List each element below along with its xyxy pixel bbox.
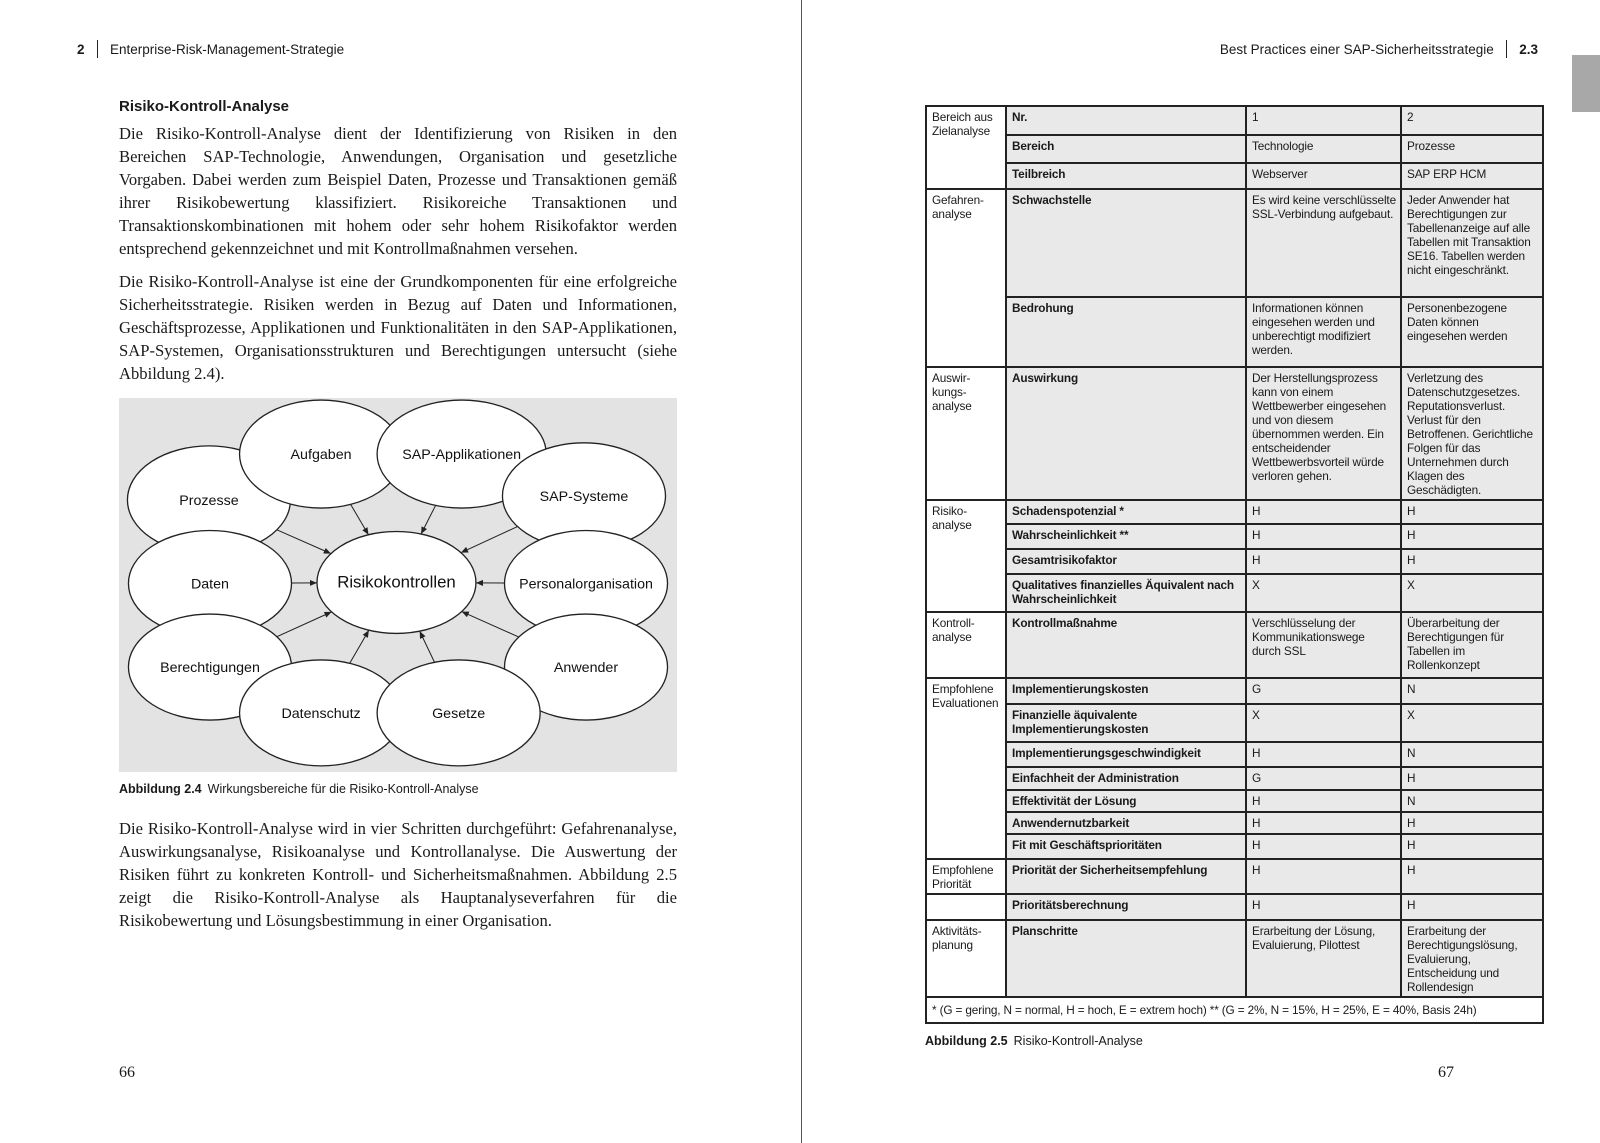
value-col-1: Verschlüsselung der Kommunikationswege durch SSL xyxy=(1246,612,1401,678)
value-col-1: H xyxy=(1246,790,1401,812)
table-row xyxy=(926,612,1543,678)
paragraph: Die Risiko-Kontroll-Analyse wird in vier Schritten durchgeführt: Gefahrenanalyse, Auswirkungsanalyse, Risikoanalyse und Kontrollanalyse. Die Auswertung der Risiken führt zu konkreten Kontroll- und Sicherheitsmaßnahmen. Abbildung 2.5 zeigt die Risiko-Kontroll-Analyse als Hauptanalyseverfahren für die Risikobewertung und Lösungsbestimmung in einer Organisation. xyxy=(119,818,677,930)
value-col-1: Webserver xyxy=(1246,163,1401,189)
value-col-2: N xyxy=(1401,742,1543,767)
table-row xyxy=(926,367,1543,500)
arrow-to-center xyxy=(461,526,518,552)
value-col-2: Verletzung des Datenschutzgesetzes. Reputationsverlust. Verlust für den Betroffenen. Gerichtliche Folgen für das Unternehmen durch Klagen des Geschädigten. xyxy=(1401,367,1543,500)
value-col-1: X xyxy=(1246,574,1401,612)
table-row xyxy=(926,500,1543,524)
node-label: Daten xyxy=(190,576,229,593)
risk-control-diagram xyxy=(119,398,677,772)
book-spine xyxy=(801,0,802,1143)
table-row xyxy=(926,742,1543,767)
value-col-1: H xyxy=(1246,524,1401,549)
figure-caption-2-5 xyxy=(925,1033,1542,1049)
value-col-1: H xyxy=(1246,894,1401,920)
section-heading: Risiko-Kontroll-Analyse xyxy=(119,98,290,115)
value-col-1: H xyxy=(1246,742,1401,767)
value-col-2: H xyxy=(1401,500,1543,524)
row-label: Implementierungsgeschwindigkeit xyxy=(1006,742,1246,767)
node-label: Anwender xyxy=(553,660,619,677)
header-divider xyxy=(97,40,99,58)
closing-text xyxy=(119,818,677,944)
arrow-to-center xyxy=(462,612,519,637)
value-col-2: N xyxy=(1401,678,1543,704)
arrow-to-center xyxy=(277,612,332,637)
table-row xyxy=(926,678,1543,704)
node-label: Berechtigungen xyxy=(160,660,260,677)
caption-label: Abbildung 2.4 xyxy=(119,781,202,796)
value-col-2: Erarbeitung der Berechtigungslösung, Evaluierung, Entscheidung und Rollendesign xyxy=(1401,920,1543,997)
value-col-1: H xyxy=(1246,859,1401,894)
value-col-1: G xyxy=(1246,678,1401,704)
group-label: Empfohlene Priorität xyxy=(926,859,1006,894)
row-label: Schwachstelle xyxy=(1006,189,1246,297)
right-running-header xyxy=(1220,40,1538,58)
value-col-2: 2 xyxy=(1401,106,1543,135)
node-label: SAP-Systeme xyxy=(539,488,629,505)
value-col-1: 1 xyxy=(1246,106,1401,135)
value-col-2: Jeder Anwender hat Berechtigungen zur Tabellenanzeige auf alle Tabellen mit Transaktion SE16. Tabellen werden nicht eingeschränkt. xyxy=(1401,189,1543,297)
node-label: Aufgaben xyxy=(290,447,352,464)
value-col-2: H xyxy=(1401,834,1543,859)
paragraph: Die Risiko-Kontroll-Analyse dient der Identifizierung von Risiken in den Bereichen SAP-Technologie, Anwendungen, Organisation und gesetzliche Vorgaben. Dabei werden zum Beispiel Daten, Prozesse und Transaktionen gemäß ihrer Risikobewertung klassifiziert. Risikoreiche Transaktionen und Transaktionskombinationen mit hohem oder sehr hohem Risikofaktor werden entsprechend gekennzeichnet und mit Kontrollmaßnahmen versehen. xyxy=(119,124,677,258)
arrow-to-center xyxy=(420,631,435,662)
value-col-2: SAP ERP HCM xyxy=(1401,163,1543,189)
table-row xyxy=(926,790,1543,812)
arrow-to-center xyxy=(421,505,436,534)
row-label: Prioritätsberechnung xyxy=(1006,894,1246,920)
left-running-header xyxy=(77,40,344,58)
value-col-2: Prozesse xyxy=(1401,135,1543,163)
value-col-1: H xyxy=(1246,549,1401,574)
diagram-svg xyxy=(119,398,677,772)
section-number: 2.3 xyxy=(1519,41,1538,57)
table-row xyxy=(926,834,1543,859)
table-row xyxy=(926,524,1543,549)
value-col-2: Personenbezogene Daten können eingesehen werden xyxy=(1401,297,1543,367)
header-divider xyxy=(1506,40,1508,58)
node-label: Personalorganisation xyxy=(519,576,653,593)
group-label: Risiko-analyse xyxy=(926,500,1006,612)
value-col-1: Technologie xyxy=(1246,135,1401,163)
group-label: Aktivitäts-planung xyxy=(926,920,1006,997)
value-col-2: H xyxy=(1401,894,1543,920)
left-page-content xyxy=(119,98,677,1083)
node-risikokontrollen xyxy=(317,531,476,633)
row-label: Priorität der Sicherheitsempfehlung xyxy=(1006,859,1246,894)
table-row xyxy=(926,189,1543,297)
value-col-2: X xyxy=(1401,704,1543,742)
value-col-2: H xyxy=(1401,812,1543,834)
row-label: Schadenspotenzial * xyxy=(1006,500,1246,524)
group-label xyxy=(926,894,1006,920)
group-label: Empfohlene Evaluationen xyxy=(926,678,1006,859)
table-row xyxy=(926,163,1543,189)
value-col-1: G xyxy=(1246,767,1401,790)
value-col-1: Es wird keine verschlüsselte SSL-Verbindung aufgebaut. xyxy=(1246,189,1401,297)
arrow-to-center xyxy=(351,504,369,534)
table-footnote: * (G = gering, N = normal, H = hoch, E = extrem hoch) ** (G = 2%, N = 15%, H = 25%, E = 40%, Basis 24h) xyxy=(926,997,1543,1023)
footnote-row xyxy=(926,997,1543,1023)
value-col-1: Informationen können eingesehen werden und unberechtigt modifiziert werden. xyxy=(1246,297,1401,367)
value-col-2: H xyxy=(1401,549,1543,574)
row-label: Kontrollmaßnahme xyxy=(1006,612,1246,678)
paragraph: Die Risiko-Kontroll-Analyse ist eine der Grundkomponenten für eine erfolgreiche Sicherheitsstrategie. Risiken werden in Bezug auf Daten und Informationen, Geschäftsprozesse, Applikationen und Funktionalitäten in den SAP-Applikationen, SAP-Systemen, Organisationsstrukturen und Berechtigungen untersucht (siehe Abbildung 2.4). xyxy=(119,272,677,384)
arrow-to-center xyxy=(350,630,369,663)
row-label: Planschritte xyxy=(1006,920,1246,997)
table-row xyxy=(926,859,1543,894)
row-label: Anwendernutzbarkeit xyxy=(1006,812,1246,834)
row-label: Effektivität der Lösung xyxy=(1006,790,1246,812)
table-row xyxy=(926,767,1543,790)
value-col-1: X xyxy=(1246,704,1401,742)
table-row xyxy=(926,574,1543,612)
group-label: Kontroll-analyse xyxy=(926,612,1006,678)
node-label: SAP-Applikationen xyxy=(402,447,522,464)
page-number-right: 67 xyxy=(1438,1064,1454,1081)
row-label: Gesamtrisikofaktor xyxy=(1006,549,1246,574)
group-label: Auswir-kungs-analyse xyxy=(926,367,1006,500)
value-col-2: H xyxy=(1401,767,1543,790)
row-label: Einfachheit der Administration xyxy=(1006,767,1246,790)
chapter-thumb-tab xyxy=(1572,55,1600,112)
value-col-1: H xyxy=(1246,834,1401,859)
row-label: Teilbreich xyxy=(1006,163,1246,189)
caption-label: Abbildung 2.5 xyxy=(925,1034,1008,1048)
chapter-title: Enterprise-Risk-Management-Strategie xyxy=(110,41,345,57)
right-page-content xyxy=(925,105,1542,1083)
row-label: Bedrohung xyxy=(1006,297,1246,367)
node-label: Datenschutz xyxy=(281,705,361,722)
node-label: Risikokontrollen xyxy=(337,572,456,592)
table-row xyxy=(926,106,1543,135)
value-col-2: N xyxy=(1401,790,1543,812)
row-label: Fit mit Geschäftsprioritäten xyxy=(1006,834,1246,859)
group-label: Bereich aus Zielanalyse xyxy=(926,106,1006,189)
value-col-1: Der Herstellungsprozess kann von einem Wettbewerber eingesehen und von diesem übernommen werden. Ein entscheidender Wettbewerbsvorteil würde verloren gehen. xyxy=(1246,367,1401,500)
value-col-2: Überarbeitung der Berechtigungen für Tabellen im Rollenkonzept xyxy=(1401,612,1543,678)
table-row xyxy=(926,704,1543,742)
row-label: Wahrscheinlichkeit ** xyxy=(1006,524,1246,549)
value-col-2: H xyxy=(1401,859,1543,894)
chapter-number: 2 xyxy=(77,41,85,57)
page-number-left: 66 xyxy=(119,1064,135,1081)
caption-text: Risiko-Kontroll-Analyse xyxy=(1013,1034,1143,1048)
table-row xyxy=(926,920,1543,997)
node-label: Prozesse xyxy=(179,492,239,509)
table-row xyxy=(926,297,1543,367)
node-gesetze xyxy=(377,660,540,766)
node-label: Gesetze xyxy=(432,705,486,722)
value-col-1: Erarbeitung der Lösung, Evaluierung, Pilottest xyxy=(1246,920,1401,997)
value-col-1: H xyxy=(1246,500,1401,524)
row-label: Qualitatives finanzielles Äquivalent nach Wahrscheinlichkeit xyxy=(1006,574,1246,612)
row-label: Nr. xyxy=(1006,106,1246,135)
value-col-2: X xyxy=(1401,574,1543,612)
value-col-2: H xyxy=(1401,524,1543,549)
table-row xyxy=(926,812,1543,834)
figure-caption-2-4 xyxy=(119,781,677,797)
section-title: Best Practices einer SAP-Sicherheitsstrategie xyxy=(1219,41,1494,57)
intro-text xyxy=(119,123,677,386)
table-row xyxy=(926,549,1543,574)
row-label: Bereich xyxy=(1006,135,1246,163)
risk-control-table xyxy=(925,105,1544,1024)
table-row xyxy=(926,135,1543,163)
group-label: Gefahren-analyse xyxy=(926,189,1006,367)
caption-text: Wirkungsbereiche für die Risiko-Kontroll-Analyse xyxy=(207,781,479,796)
table-row xyxy=(926,894,1543,920)
row-label: Auswirkung xyxy=(1006,367,1246,500)
arrow-to-center xyxy=(277,530,331,554)
row-label: Finanzielle äquivalente Implementierungskosten xyxy=(1006,704,1246,742)
value-col-1: H xyxy=(1246,812,1401,834)
row-label: Implementierungskosten xyxy=(1006,678,1246,704)
